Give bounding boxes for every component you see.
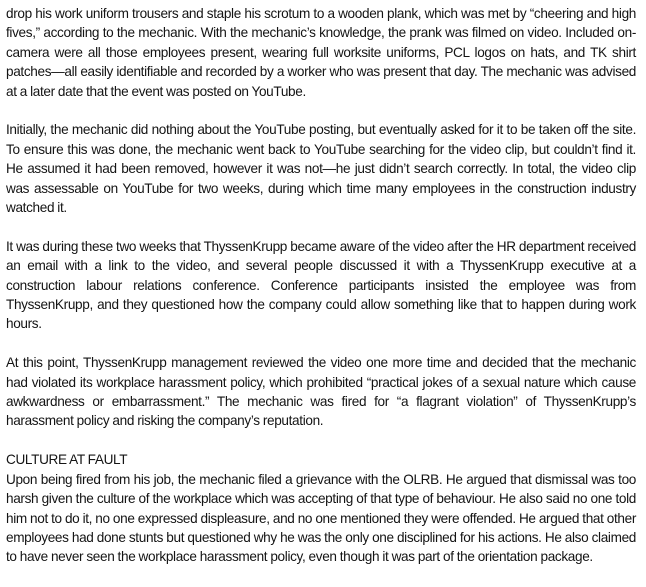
paragraph-prank-description: drop his work uniform trousers and staple his scrotum to a wooden plank, which was met by “cheering and high fives,” according to the mechanic. With the mechanic’s knowledge, the prank was filmed on video. Included on-camera were all those employees present, wearing full worksite uniforms, PCL logos on hats, and TK shirt patches—all easily identifiable and recorded by a worker who was present that day. The mechanic was advised at a later date that the event was posted on YouTube. (6, 6, 636, 99)
paragraph-company-awareness: It was during these two weeks that ThyssenKrupp became aware of the video after the HR department received an email with a link to the video, and several people discussed it with a ThyssenKrupp executive at a construction labour relations conference. Conference participants insisted the employee was from ThyssenKrupp, and they questioned how the company could allow something like that to happen during work hours. (6, 238, 636, 332)
paragraph-termination: At this point, ThyssenKrupp management reviewed the video one more time and decided that the mechanic had violated its workplace harassment policy, which prohibited “practical jokes of a sexual nature which cause awkwardness or embarrassment.” The mechanic was fired for “a flagrant violation” of ThyssenKrupp’s harassment policy and risking the company’s reputation. (6, 355, 636, 429)
paragraph-youtube-posting: Initially, the mechanic did nothing about the YouTube posting, but eventually asked for it to be taken off the site. To ensure this was done, the mechanic went back to YouTube searching for the video clip, but couldn’t find it. He assumed it had been removed, however it was not—he just didn’t search correctly. In total, the video clip was assessable on YouTube for two weeks, during which time many employees in the construction industry watched it. (6, 122, 636, 216)
section-heading-culture-at-fault: CULTURE AT FAULT (6, 452, 128, 468)
paragraph-grievance: Upon being fired from his job, the mechanic filed a grievance with the OLRB. He argued that dismissal was too harsh given the culture of the workplace which was accepting of that type of behaviour. He also said no one told him not to do it, no one expressed displeasure, and no one mentioned they were offended. He argued that other employees had done stunts but questioned why he was the only one disciplined for his actions. He also claimed to have never seen the workplace harassment policy, even though it was part of the orientation package. (6, 471, 636, 565)
